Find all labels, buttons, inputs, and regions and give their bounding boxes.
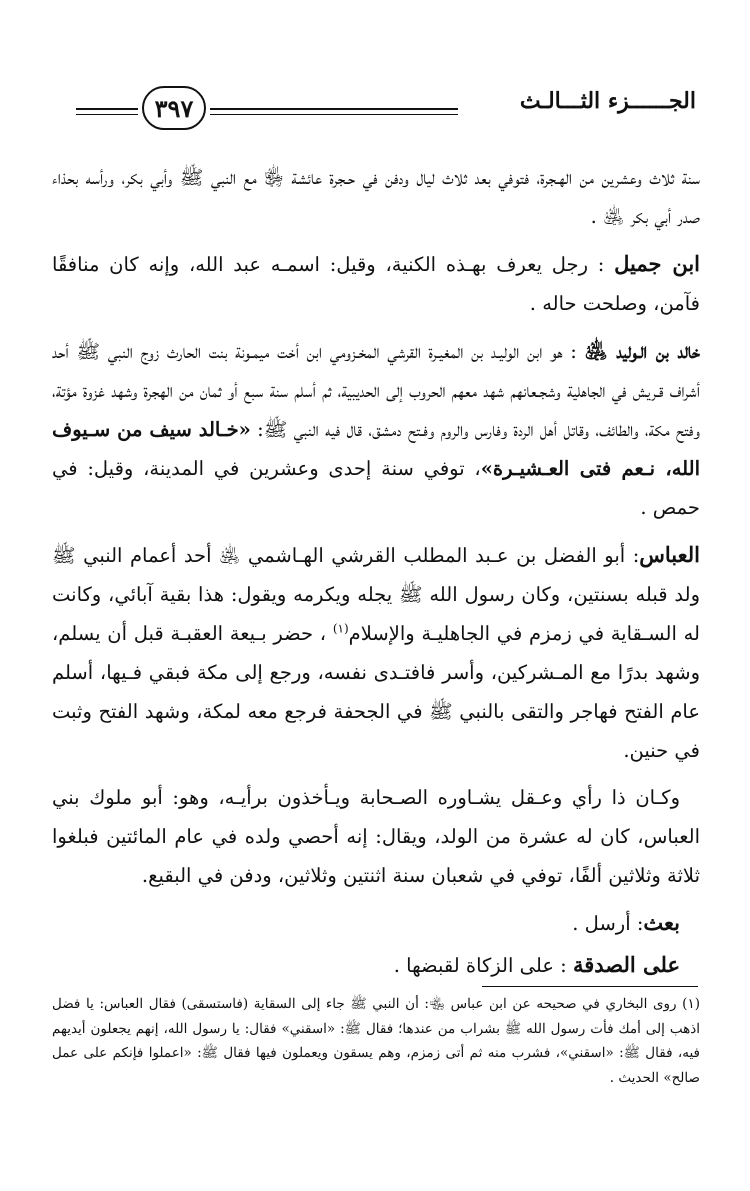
footnote-separator	[482, 986, 698, 987]
entry-definition: : رجل يعرف بهـذه الكنية، وقيل: اسمـه عبد الله، وإنه كان منافقًا فآمن، وصلحت حاله .	[52, 253, 700, 315]
entry-definition-end: ، توفي سنة إحدى وعشرين في المدينة، وقيل: في حمص .	[52, 457, 700, 519]
entry-definition: : على الزكاة لقبضها .	[393, 954, 573, 977]
header-rule-left	[76, 108, 138, 110]
footnote-marker: (١)	[332, 621, 349, 636]
entry-al-abbas	[52, 535, 700, 770]
entry-term: العباس	[639, 542, 700, 567]
hadith-quote: «خـالد سيف من سـيوف الله، نـعم فتى العـشيـرة»	[52, 418, 700, 480]
entry-term: خالد بن الـوليد ﵁	[584, 338, 700, 363]
entry-definition: : أرسل .	[572, 912, 644, 935]
entry-term: بعث	[643, 910, 680, 935]
entry-baath	[52, 903, 700, 943]
paragraph-text: سنة ثلاث وعشرين من الهـجرة، فتوفي بعد ثلاث ليال ودفن في حـجرة عائشة ﵂ مع النبي ﷺ وأبي بكر، ورأسه بحذاء صدر أبي بكر ﵁ .	[52, 166, 700, 228]
entry-ibn-jamil	[52, 244, 700, 323]
paragraph-umar-death	[52, 158, 700, 236]
header-rule-left-thin	[76, 114, 138, 115]
entry-definition-end: ، حضر بـيعة العقبـة قبل أن يسلم، وشهد بدرًا مع المـشركين، وأسر فافتـدى نفسه، ورجع إلى مكة فبقي فـيها، أسلم عام الفتح فهاجر والتقى بالنبي ﷺ في الجحفة فرجع معه لمكة، وشهد الفتح وثبت في حنين.	[52, 622, 700, 762]
header-rule-middle	[210, 108, 458, 110]
paragraph-abbas-continued	[52, 778, 700, 895]
entry-definition: : هو ابن الوليـد بن المغيـرة القرشي المخـزومي ابن أخت ميمـونة بنت الحارث زوج النبي ﷺ أحد أشراف قـريش في الجاهلية وشجـعانهم شهد معهم الحروب إلى الحديبية، ثم أسلم سنة سبع أو ثمان من الهجرة وشهد غزوة مؤتة، وفتح مكة، والطائف، وقاتل أهل الردة وفارس والروم وفـتح دمشق، قال فيه النبي ﷺ:	[52, 340, 700, 441]
footnote-text: (١) روى البخاري في صحيحه عن ابن عباس ﵄: أن النبي ﷺ جاء إلى السقاية (فاستسقى) فقال العباس: يا فضل اذهب إلى أمك فأت رسول الله ﷺ بشراب من عندها؛ فقال ﷺ: «اسقني» فقال: يا رسول الله، إنهم يجعلون أيديهم فيه، فقال ﷺ: «اسقني»، فشرب منه ثم أتى زمزم، وهم يسقون ويعملون فيها فقال ﷺ: «اعملوا فإنكم على عمل صالح» الحديث .	[52, 996, 700, 1086]
page-number: ٣٩٧	[142, 86, 206, 130]
main-text	[52, 158, 700, 987]
entry-term: على الصدقة	[572, 952, 680, 977]
paragraph-text: وكـان ذا رأي وعـقل يشـاوره الصـحابة ويـأخذون برأيـه، وهو: أبو ملوك بني العباس، كان له عشرة من الولد، ويقال: إنه أحصي ولده في عام المائتين فبلغوا ثلاثة وثلاثين ألفًا، توفي في شعبان سنة اثنتين وثلاثين، ودفن في البقيع.	[52, 786, 700, 887]
header-rule-middle-thin	[210, 114, 458, 115]
running-title: الجــــــزء الثـــالـث	[519, 88, 696, 114]
entry-definition: : أبو الفضل بن عـبد المطلب القرشي الهـاشمي ﵁ أحد أعمام النبي ﷺ ولد قبله بسنتين، وكان رسول الله ﷺ يجله ويكرمه ويقول: هذا بقية آبائي، وكانت له السـقاية في زمزم في الجاهليـة والإسلام	[52, 544, 700, 645]
footnote	[52, 992, 700, 1090]
entry-ala-al-sadaqa	[52, 945, 700, 985]
page-header	[0, 84, 750, 144]
entry-term: ابن جميل	[614, 251, 701, 276]
entry-khalid-ibn-al-walid	[52, 331, 700, 527]
